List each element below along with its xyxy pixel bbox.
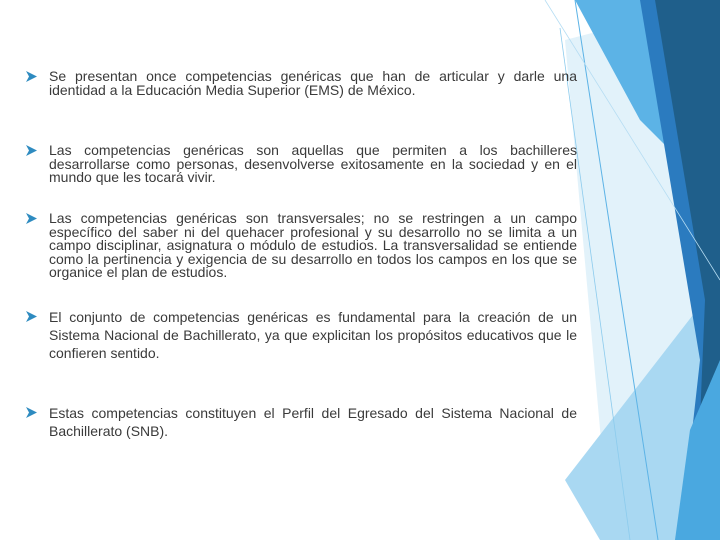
arrowhead-bullet-icon [26,71,37,82]
bullet-text-2: Las competencias genéricas son aquellas que permiten a los bachilleres desarrollarse como personas, desenvolverse exitosamente en la sociedad y en el mundo que les tocará vivir. [49,142,577,185]
bullet-item-4 [26,308,577,362]
arrowhead-bullet-icon [26,311,37,322]
bullet-item-1 [26,70,577,97]
bullet-item-3 [26,212,577,280]
bullet-item-2 [26,144,577,185]
arrowhead-bullet-icon [26,213,37,224]
bullet-text-3: Las competencias genéricas son transversales; no se restringen a un campo específico del saber ni del quehacer profesional y su desarrollo no se limita a un campo disciplinar, asignatura o módulo de estudios. La transversalidad se entiende como la pertinencia y exigencia de su desarrollo en todos los campos en los que se organice el plan de estudios. [49,210,577,280]
arrowhead-bullet-icon [26,407,37,418]
bullet-text-1: Se presentan once competencias genéricas que han de articular y darle una identidad a la Educación Media Superior (EMS) de México. [49,68,577,98]
bullet-text-4: El conjunto de competencias genéricas es fundamental para la creación de un Sistema Nacional de Bachillerato, ya que explicitan los propósitos educativos que le confieren sentido. [49,309,577,361]
arrowhead-bullet-icon [26,145,37,156]
bullet-item-5 [26,404,577,440]
bullet-text-5: Estas competencias constituyen el Perfil del Egresado del Sistema Nacional de Bachillerato (SNB). [49,405,577,439]
